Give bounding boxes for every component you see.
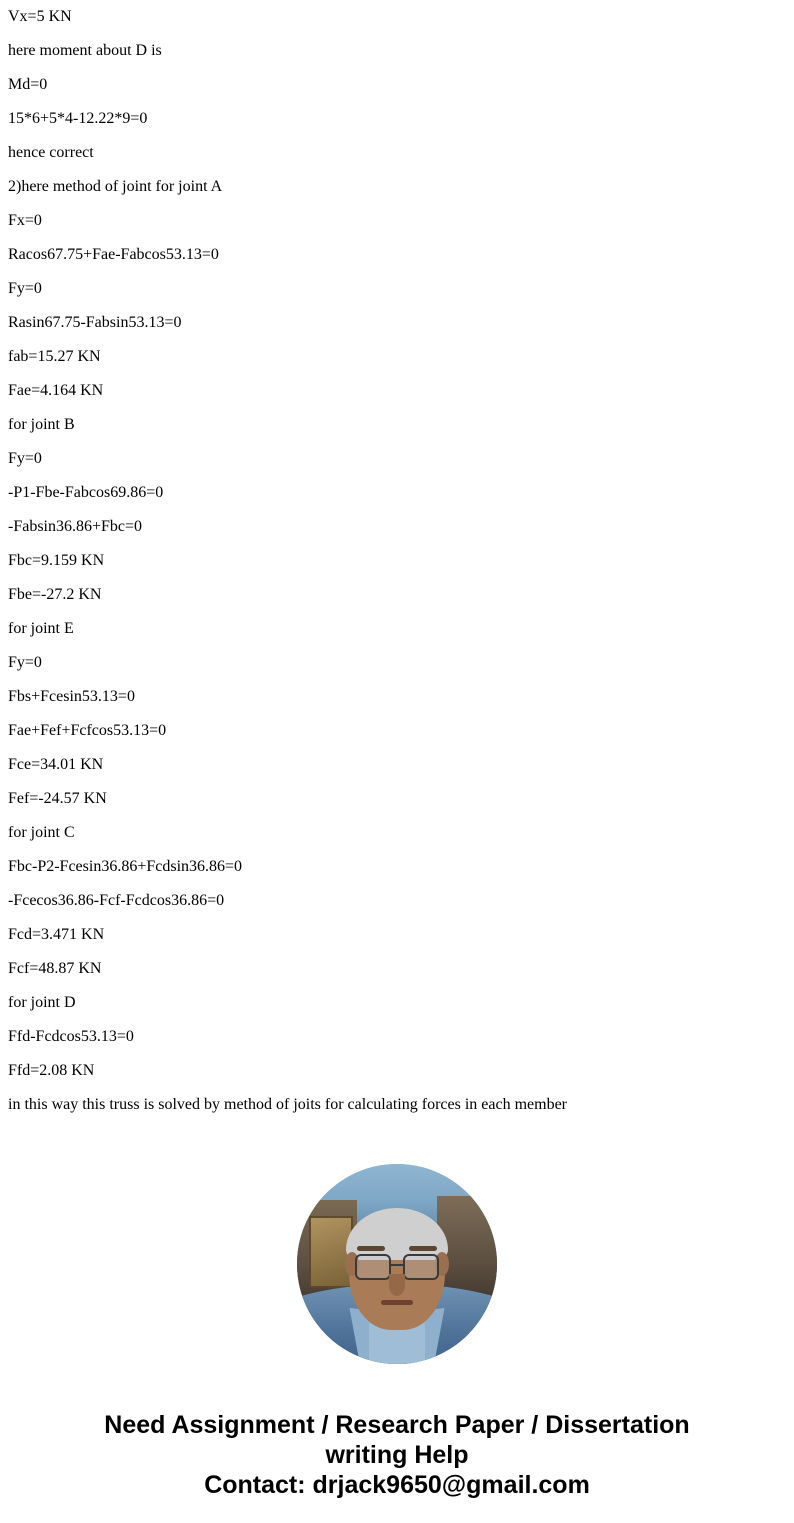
solution-line: Vx=5 KN xyxy=(8,8,72,25)
solution-line: 2)here method of joint for joint A xyxy=(8,178,223,195)
solution-line: Fae=4.164 KN xyxy=(8,382,104,399)
solution-line: for joint C xyxy=(8,824,75,841)
solution-line: Fy=0 xyxy=(8,654,42,671)
solution-line: Fbs+Fcesin53.13=0 xyxy=(8,688,135,705)
photo-eyebrow-right xyxy=(409,1246,437,1251)
solution-line: -Fcecos36.86-Fcf-Fcdcos36.86=0 xyxy=(8,892,225,909)
promo-headline-line2: writing Help xyxy=(325,1441,469,1469)
solution-line: here moment about D is xyxy=(8,42,162,59)
avatar-section xyxy=(8,1164,786,1364)
photo-eyebrow-left xyxy=(357,1246,385,1251)
photo-glasses-bridge xyxy=(390,1264,404,1266)
solution-text-block xyxy=(8,0,786,1122)
solution-line: Fx=0 xyxy=(8,212,42,229)
solution-line: for joint D xyxy=(8,994,76,1011)
solution-line: Fef=-24.57 KN xyxy=(8,790,107,807)
promo-block xyxy=(8,1410,786,1500)
solution-line: in this way this truss is solved by method of joits for calculating forces in each member xyxy=(8,1096,567,1113)
avatar xyxy=(297,1164,497,1364)
photo-glasses-right-lens xyxy=(403,1254,439,1280)
solution-line: 15*6+5*4-12.22*9=0 xyxy=(8,110,148,127)
solution-line: Fy=0 xyxy=(8,450,42,467)
photo-nose xyxy=(389,1274,405,1296)
promo-contact: Contact: drjack9650@gmail.com xyxy=(204,1471,590,1499)
solution-line: for joint B xyxy=(8,416,75,433)
solution-line: Ffd-Fcdcos53.13=0 xyxy=(8,1028,134,1045)
solution-line: Fy=0 xyxy=(8,280,42,297)
solution-line: Ffd=2.08 KN xyxy=(8,1062,95,1079)
solution-line: Fae+Fef+Fcfcos53.13=0 xyxy=(8,722,167,739)
solution-line: -P1-Fbe-Fabcos69.86=0 xyxy=(8,484,164,501)
solution-line: Fbc-P2-Fcesin36.86+Fcdsin36.86=0 xyxy=(8,858,243,875)
solution-line: hence correct xyxy=(8,144,94,161)
solution-line: Fbc=9.159 KN xyxy=(8,552,105,569)
solution-line: Racos67.75+Fae-Fabcos53.13=0 xyxy=(8,246,219,263)
solution-line: Rasin67.75-Fabsin53.13=0 xyxy=(8,314,182,331)
solution-line: -Fabsin36.86+Fbc=0 xyxy=(8,518,143,535)
solution-line: for joint E xyxy=(8,620,74,637)
solution-line: fab=15.27 KN xyxy=(8,348,101,365)
promo-headline-line1: Need Assignment / Research Paper / Dissertation xyxy=(104,1411,690,1439)
solution-line: Fcd=3.471 KN xyxy=(8,926,105,943)
solution-line: Fbe=-27.2 KN xyxy=(8,586,102,603)
photo-glasses-left-lens xyxy=(355,1254,391,1280)
solution-line: Fcf=48.87 KN xyxy=(8,960,102,977)
photo-mouth xyxy=(381,1300,413,1305)
solution-line: Fce=34.01 KN xyxy=(8,756,104,773)
solution-line: Md=0 xyxy=(8,76,48,93)
